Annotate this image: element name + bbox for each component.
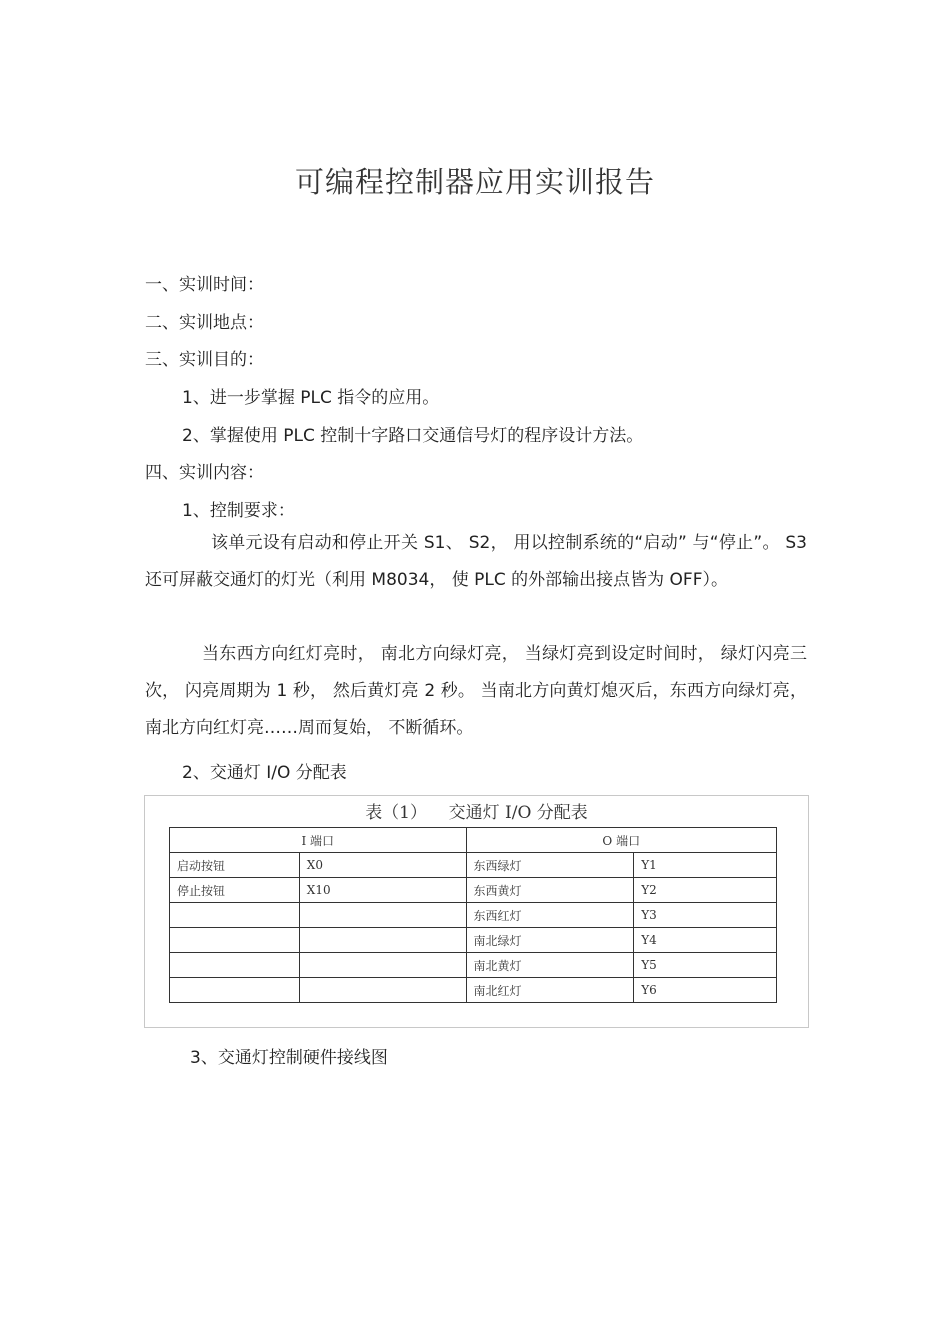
- io-allocation-table: [169, 827, 777, 1003]
- header-o-port: O 端口: [466, 828, 776, 853]
- table-cell: [170, 928, 300, 953]
- table-cell: X10: [299, 878, 466, 903]
- table-cell: 南北绿灯: [466, 928, 634, 953]
- table-row: [170, 878, 777, 903]
- control-requirement-paragraph-2: 当东西方向红灯亮时， 南北方向绿灯亮， 当绿灯亮到设定时间时， 绿灯闪亮三次， 闪亮周期为 1 秒， 然后黄灯亮 2 秒。 当南北方向黄灯熄灭后，东西方向绿灯亮， 南北方向红灯亮……周而复始， 不断循环。: [145, 644, 807, 738]
- section-training-content: 四、实训内容：: [145, 463, 264, 483]
- table-cell: Y1: [634, 853, 777, 878]
- purpose-item-2: 2、掌握使用 PLC 控制十字路口交通信号灯的程序设计方法。: [182, 426, 644, 446]
- content-item-3: 3、交通灯控制硬件接线图: [190, 1048, 388, 1068]
- control-requirement-paragraph-1: 该单元设有启动和停止开关 S1、 S2， 用以控制系统的“启动” 与“停止”。 S3 还可屏蔽交通灯的灯光（利用 M8034， 使 PLC 的外部输出接点皆为 OFF）。: [145, 533, 807, 590]
- table-row: [170, 978, 777, 1003]
- table-cell: 东西红灯: [466, 903, 634, 928]
- table-cell: 南北红灯: [466, 978, 634, 1003]
- page-title: 可编程控制器应用实训报告: [294, 165, 655, 199]
- content-item-2: 2、交通灯 I/O 分配表: [182, 763, 347, 783]
- section-training-time: 一、实训时间：: [145, 275, 264, 295]
- table-cell: 停止按钮: [170, 878, 300, 903]
- table-cell: 南北黄灯: [466, 953, 634, 978]
- table-cell: [299, 903, 466, 928]
- table-cell: 启动按钮: [170, 853, 300, 878]
- purpose-item-1: 1、进一步掌握 PLC 指令的应用。: [182, 388, 440, 408]
- table-cell: Y6: [634, 978, 777, 1003]
- table-row: [170, 928, 777, 953]
- table-cell: 东西绿灯: [466, 853, 634, 878]
- content-item-1: 1、控制要求：: [182, 501, 295, 521]
- section-training-purpose: 三、实训目的：: [145, 350, 264, 370]
- io-table-image: [144, 795, 809, 1028]
- table-header-row: [170, 828, 777, 853]
- section-training-location: 二、实训地点：: [145, 313, 264, 333]
- table-cell: [170, 903, 300, 928]
- table-cell: [299, 953, 466, 978]
- io-table-caption: 表（1） 交通灯 I/O 分配表: [365, 803, 588, 823]
- table-cell: [299, 928, 466, 953]
- table-row: [170, 853, 777, 878]
- table-cell: Y3: [634, 903, 777, 928]
- table-cell: 东西黄灯: [466, 878, 634, 903]
- table-cell: Y4: [634, 928, 777, 953]
- table-cell: [299, 978, 466, 1003]
- table-row: [170, 953, 777, 978]
- table-cell: [170, 953, 300, 978]
- table-cell: [170, 978, 300, 1003]
- table-cell: Y2: [634, 878, 777, 903]
- table-cell: X0: [299, 853, 466, 878]
- header-i-port: I 端口: [170, 828, 467, 853]
- table-row: [170, 903, 777, 928]
- table-cell: Y5: [634, 953, 777, 978]
